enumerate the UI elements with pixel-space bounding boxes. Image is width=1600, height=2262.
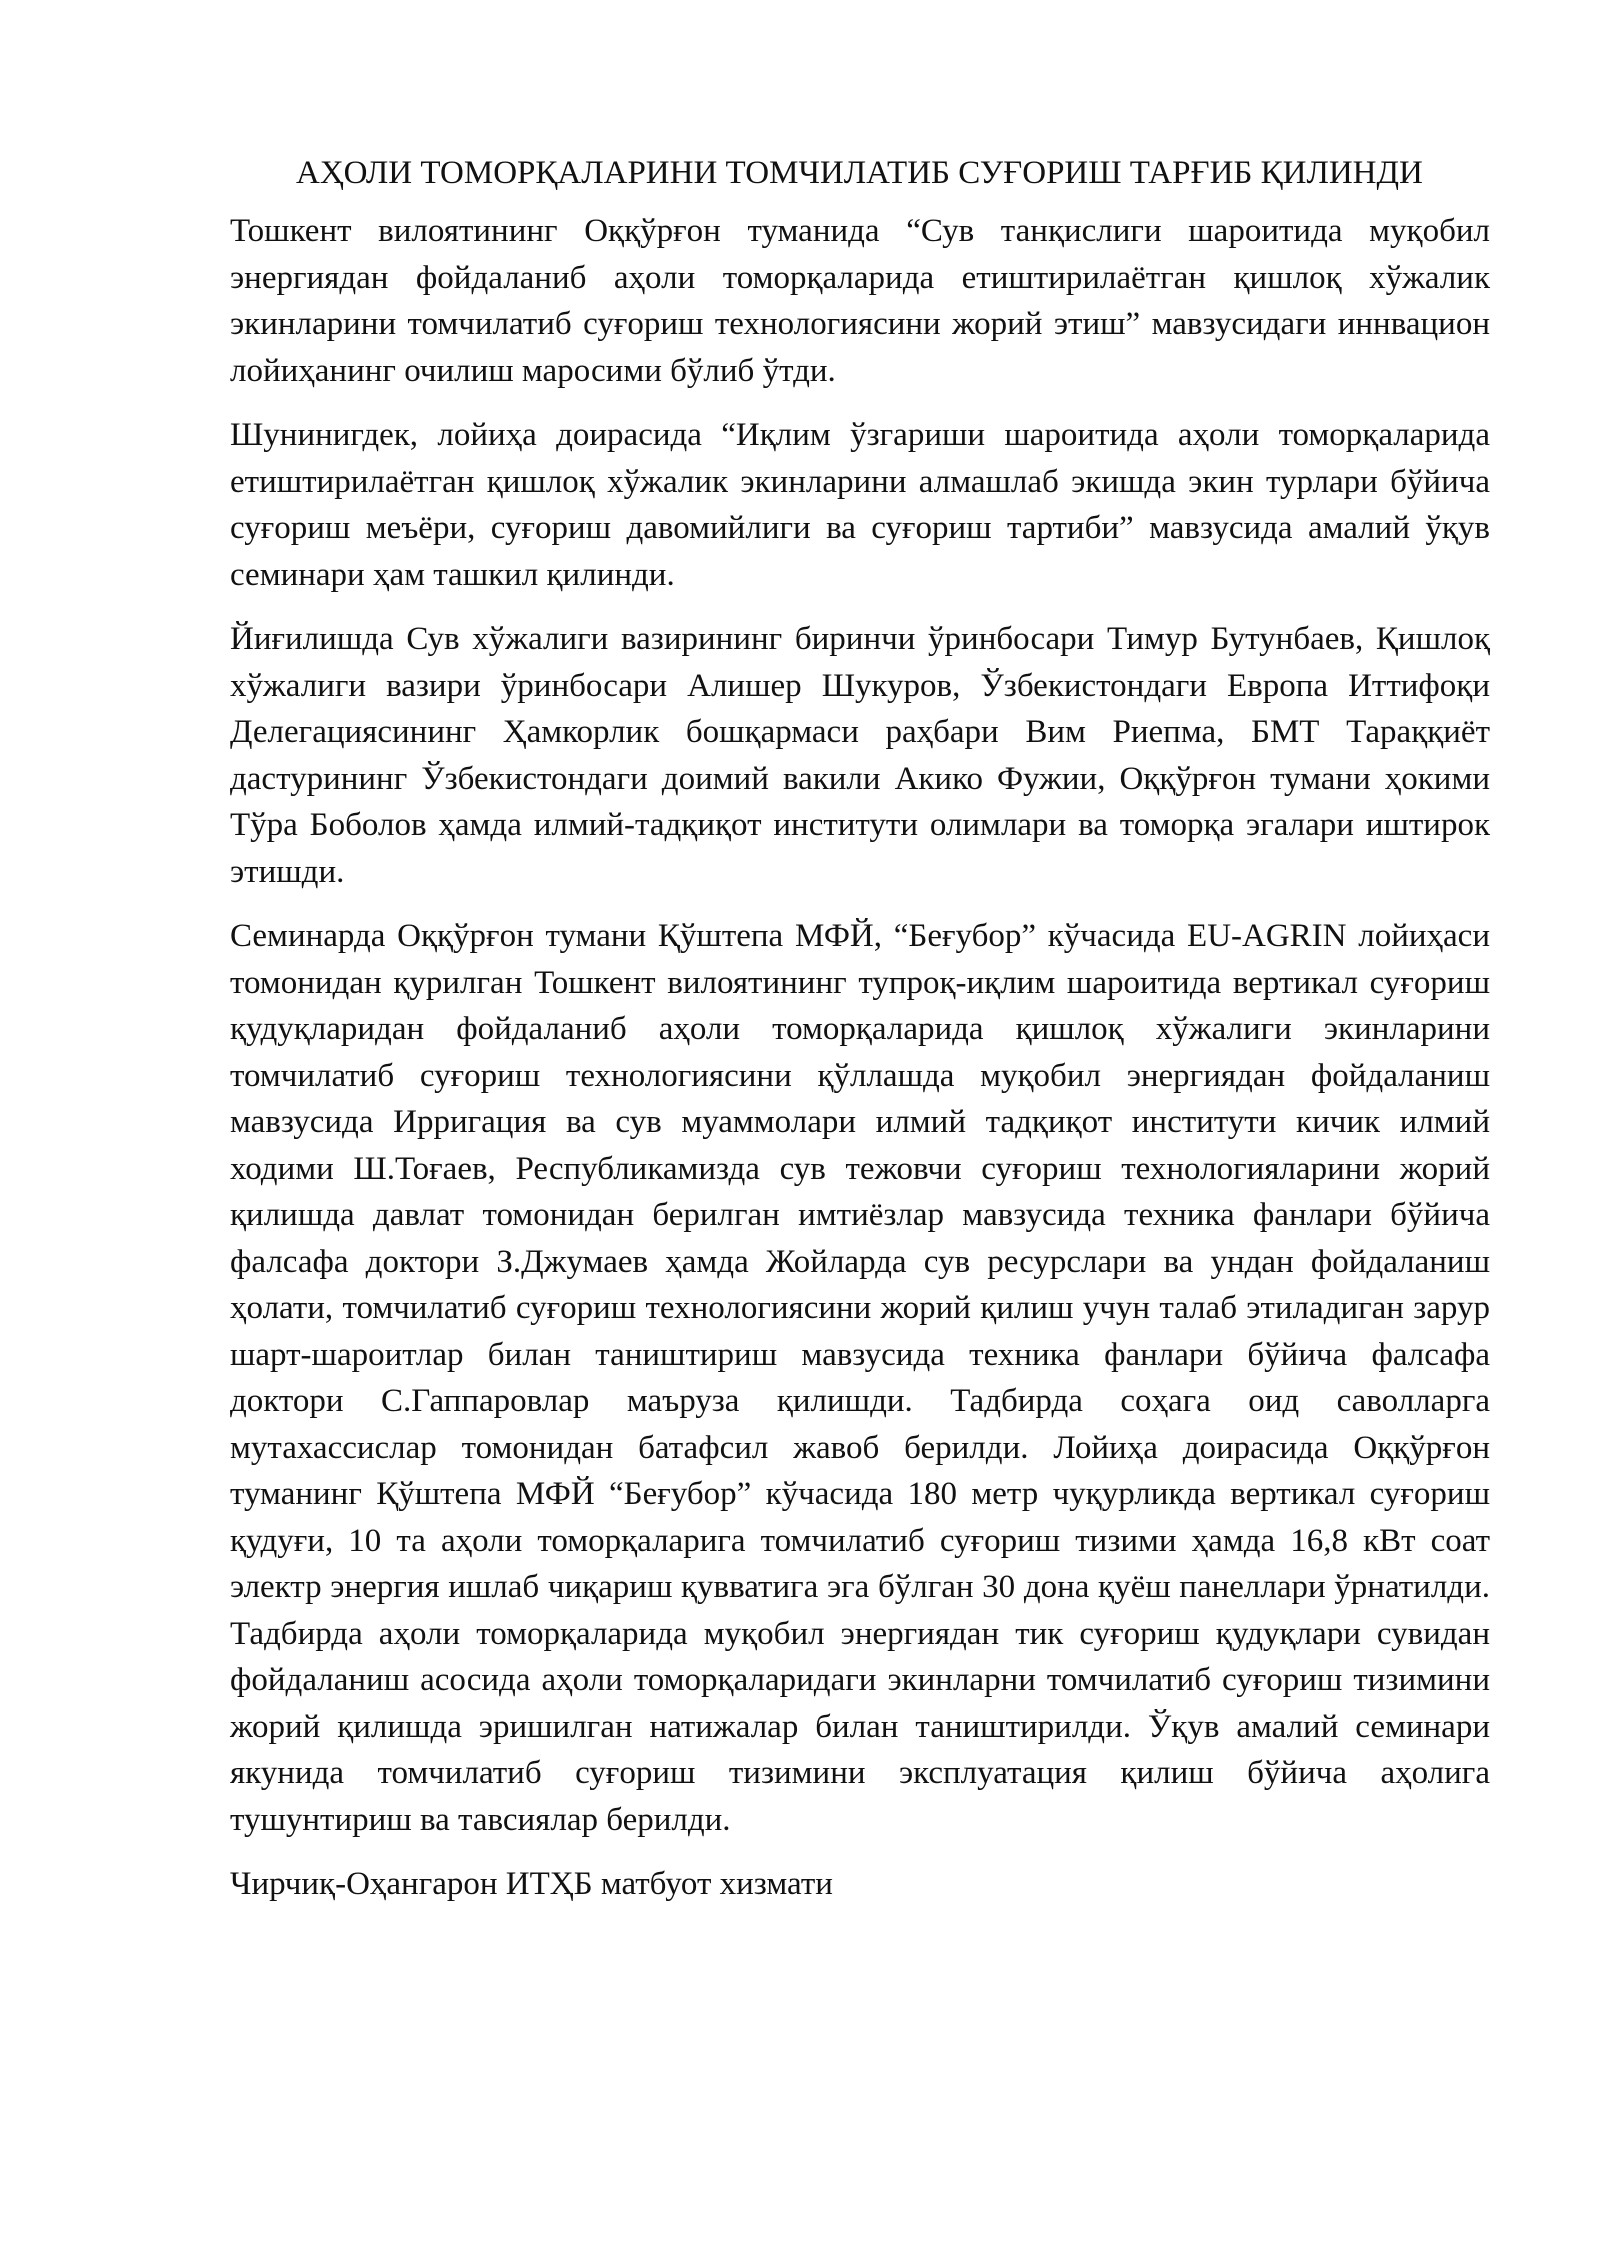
document-body [230, 150, 1490, 1907]
article-title: АҲОЛИ ТОМОРҚАЛАРИНИ ТОМЧИЛАТИБ СУҒОРИШ ТАРҒИБ ҚИЛИНДИ [296, 155, 1423, 191]
paragraph-3: Йиғилишда Сув хўжалиги вазирининг биринчи ўринбосари Тимур Бутунбаев, Қишлоқ хўжалиги вазири ўринбосари Алишер Шукуров, Ўзбекистондаги Европа Иттифоқи Делегациясининг Ҳамкорлик бошқармаси раҳбари Вим Риепма, БМТ Тараққиёт дастурининг Ўзбекистондаги доимий вакили Акико Фужии, Оққўрғон тумани ҳокими Тўра Боболов ҳамда илмий-тадқиқот институти олимлари ва томорқа эгалари иштирок этишди. [230, 621, 1490, 890]
paragraph-4: Семинарда Оққўрғон тумани Қўштепа МФЙ, “Беғубор” кўчасида EU-AGRIN лойиҳаси томонидан қурилган Тошкент вилоятининг тупроқ-иқлим шароитида вертикал суғориш қудуқларидан фойдаланиб аҳоли томорқаларида қишлоқ хўжалиги экинларини томчилатиб суғориш технологиясини қўллашда муқобил энергиядан фойдаланиш мавзусида Ирригация ва сув муаммолари илмий тадқиқот институти кичик илмий ходими Ш.Тоғаев, Республикамизда сув тежовчи суғориш технологияларини жорий қилишда давлат томонидан берилган имтиёзлар мавзусида техника фанлари бўйича фалсафа доктори З.Джумаев ҳамда Жойларда сув ресурслари ва ундан фойдаланиш ҳолати, томчилатиб суғориш технологиясини жорий қилиш учун талаб этиладиган зарур шарт-шароитлар билан таништириш мавзусида техника фанлари бўйича фалсафа доктори С.Гаппаровлар маъруза қилишди. Тадбирда соҳага оид саволларга мутахассислар томонидан батафсил жавоб берилди. Лойиҳа доирасида Оққўрғон туманинг Қўштепа МФЙ “Беғубор” кўчасида 180 метр чуқурликда вертикал суғориш қудуғи, 10 та аҳоли томорқаларига томчилатиб суғориш тизими ҳамда 16,8 кВт соат электр энергия ишлаб чиқариш қувватига эга бўлган 30 дона қуёш панеллари ўрнатилди. Тадбирда аҳоли томорқаларида муқобил энергиядан тик суғориш қудуқлари сувидан фойдаланиш асосида аҳоли томорқаларидаги экинларни томчилатиб суғориш тизимини жорий қилишда эришилган натижалар билан таништирилди. Ўқув амалий семинари якунида томчилатиб суғориш тизимини эксплуатация қилиш бўйича аҳолига тушунтириш ва тавсиялар берилди. [230, 918, 1490, 1838]
paragraph-1: Тошкент вилоятининг Оққўрғон туманида “Сув танқислиги шароитида муқобил энергиядан фойдаланиб аҳоли томорқаларида етиштирилаётган қишлоқ хўжалик экинларини томчилатиб суғориш технологиясини жорий этиш” мавзусидаги иннвацион лойиҳанинг очилиш маросими бўлиб ўтди. [230, 213, 1490, 389]
press-service-signature: Чирчиқ-Оҳангарон ИТҲБ матбуот хизмати [230, 1866, 833, 1902]
paragraph-2: Шунинигдек, лойиҳа доирасида “Иқлим ўзгариши шароитида аҳоли томорқаларида етиштирилаётган қишлоқ хўжалик экинларини алмашлаб экишда экин турлари бўйича суғориш меъёри, суғориш давомийлиги ва суғориш тартиби” мавзусида амалий ўқув семинари ҳам ташкил қилинди. [230, 417, 1490, 593]
